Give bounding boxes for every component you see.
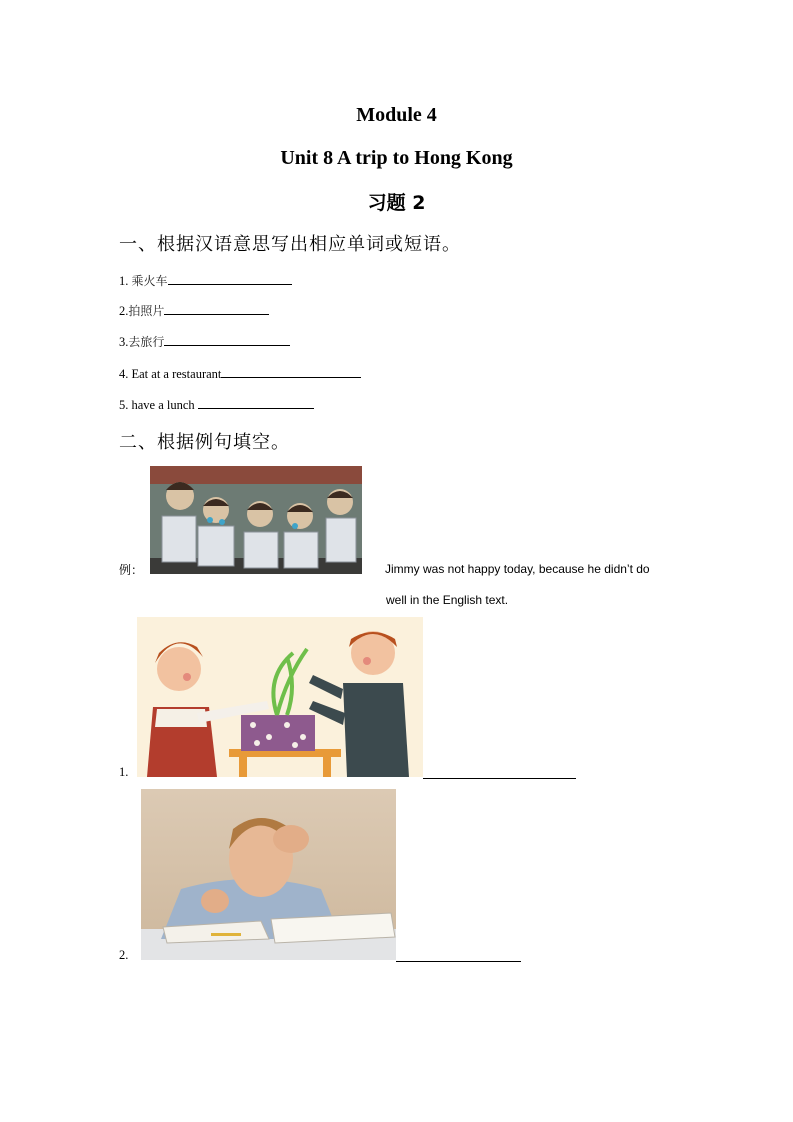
module-title: Module 4	[356, 104, 437, 126]
vocab-item-3: 3.去旅行	[119, 333, 290, 350]
answer-line-q2[interactable]	[396, 949, 521, 962]
example-sentence-line2: well in the English text.	[386, 593, 509, 607]
example-label: 例：	[119, 563, 144, 577]
example-sentence-line1: Jimmy was not happy today, because he didn’t do	[385, 562, 650, 576]
exercise-title: 习题 2	[367, 192, 426, 214]
vocab-item-5: 5. have a lunch	[119, 396, 314, 413]
question-2-number: 2.	[119, 948, 129, 962]
answer-line-3[interactable]	[164, 333, 290, 346]
answer-line-4[interactable]	[221, 365, 361, 378]
unit-title: Unit 8 A trip to Hong Kong	[280, 147, 513, 169]
frustrated-boy-homework-photo	[141, 789, 396, 960]
vocab-item-4: 4. Eat at a restaurant	[119, 365, 361, 382]
answer-line-2[interactable]	[164, 302, 269, 315]
section1-heading: 一、根据汉语意思写出相应单词或短语。	[119, 234, 461, 255]
question-1-number: 1.	[119, 765, 129, 779]
answer-line-q1[interactable]	[423, 766, 576, 779]
answer-line-1[interactable]	[168, 272, 292, 285]
vocab-item-2: 2.拍照片	[119, 302, 269, 319]
answer-line-5[interactable]	[198, 396, 314, 409]
section2-heading: 二、根据例句填空。	[119, 432, 290, 453]
crying-students-illustration	[150, 466, 362, 574]
children-gift-box-illustration	[137, 617, 423, 777]
vocab-item-1: 1. 乘火车	[119, 272, 292, 289]
